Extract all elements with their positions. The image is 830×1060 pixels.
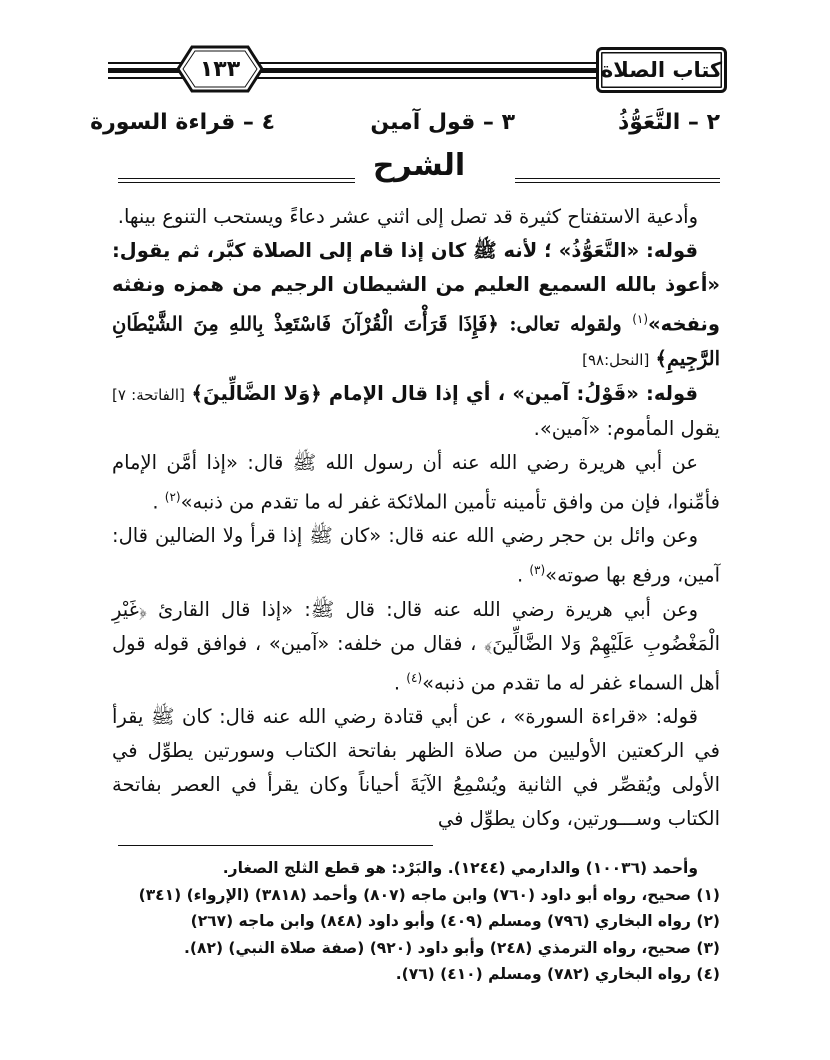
book-title: كتاب الصلاة: [596, 47, 727, 93]
item-amin: ٣ – قول آمين: [370, 110, 515, 135]
paragraph: قوله: «التَّعَوُّذُ» ؛ لأنه ﷺ كان إذا قام إلى الصلاة كبَّر، ثم يقول: «أعوذ بالله السميع العليم من الشيطان الرجيم من همزه ونفثه ونفخه»$^{(١)}$ ولقوله تعالى: ﴿فَإِذَا قَرَأْتَ الْقُرْآنَ فَاسْتَعِذْ بِاللهِ مِنَ الشَّيْطَانِ الرَّجِيمِ﴾ [النحل:٩٨]: [112, 239, 720, 370]
paragraph: قوله: «قَوْلُ: آمين» ، أي إذا قال الإمام ﴿وَلا الضَّالِّينَ﴾ [الفاتحة: ٧] يقول المأموم: «آمين».: [112, 381, 720, 440]
paragraph: قوله: «قراءة السورة» ، عن أبي قتادة رضي الله عنه قال: كان ﷺ يقرأ في الركعتين الأوليين من صلاة الظهر بفاتحة الكتاب وسورتين يطوِّل في الأولى ويُقصِّر في الثانية ويُسْمِعُ الآيَةَ أحياناً وكان يقرأ في العصر بفاتحة الكتاب وســـورتين، وكان يطوِّل في: [112, 705, 720, 830]
paragraph: وعن وائل بن حجر رضي الله عنه قال: «كان ﷺ إذا قرأ ولا الضالين قال: آمين، ورفع بها صوته»$^{(٣)}$ .: [112, 524, 720, 587]
footnote-continuation: وأحمد (١٠٠٣٦) والدارمي (١٢٤٤). والبَرْد: هو قطع الثلج الصغار.: [222, 859, 698, 877]
paragraph: وأدعية الاستفتاح كثيرة قد تصل إلى اثني عشر دعاءً ويستحب التنوع بينها.: [117, 205, 698, 228]
footnote-ref: (١): [632, 312, 649, 326]
items-row: [90, 110, 720, 146]
section-title: الشرح: [372, 148, 466, 183]
paragraph: عن أبي هريرة رضي الله عنه أن رسول الله ﷺ قال: «إذا أمَّن الإمام فأمِّنوا، فإن من وافق تأمينه تأمين الملائكة غفر له ما تقدم من ذنبه»$^{(٢)}$ .: [112, 450, 720, 513]
paragraph: وعن أبي هريرة رضي الله عنه قال: قال ﷺ: «إذا قال القارئ ﴿غَيْرِ الْمَغْضُوبِ عَلَيْهِمْ وَلا الضَّالِّينَ﴾ ، فقال من خلفه: «آمين» ، فوافق قوله قول أهل السماء غفر له ما تقدم من ذنبه»$^{(٤)}$ .: [112, 597, 720, 694]
footnote-ref: (٣): [529, 563, 546, 577]
quran-source: [النحل:٩٨]: [582, 350, 650, 369]
quran-source: [الفاتحة: ٧]: [112, 385, 185, 404]
footnote-3: (٣) صحيح، رواه الترمذي (٢٤٨) وأبو داود (٩٢٠) (صفة صلاة النبي) (٨٢).: [184, 938, 720, 957]
footnote-1: (١) صحيح، رواه أبو داود (٧٦٠) وابن ماجه (٨٠٧) وأحمد (٣٨١٨) (الإرواء) (٣٤١): [138, 885, 720, 904]
footnote-4: (٤) رواه البخاري (٧٨٢) ومسلم (٤١٠) (٧٦).: [395, 965, 720, 983]
footnote-ref: (٤): [406, 670, 423, 685]
footnote-2: (٢) رواه البخاري (٧٩٦) ومسلم (٤٠٩) وأبو داود (٨٤٨) وابن ماجه (٢٦٧): [190, 912, 720, 930]
item-surah: ٤ – قراءة السورة: [90, 110, 275, 135]
item-taawwudh: ٢ – التَّعَوُّذُ: [617, 110, 720, 135]
page-number: ١٣٣: [199, 56, 241, 82]
footnote-separator: [118, 845, 433, 846]
section-heading: [118, 148, 720, 192]
body-text: [112, 200, 720, 836]
footnotes: [112, 855, 720, 988]
footnote-ref: (٢): [164, 489, 181, 504]
